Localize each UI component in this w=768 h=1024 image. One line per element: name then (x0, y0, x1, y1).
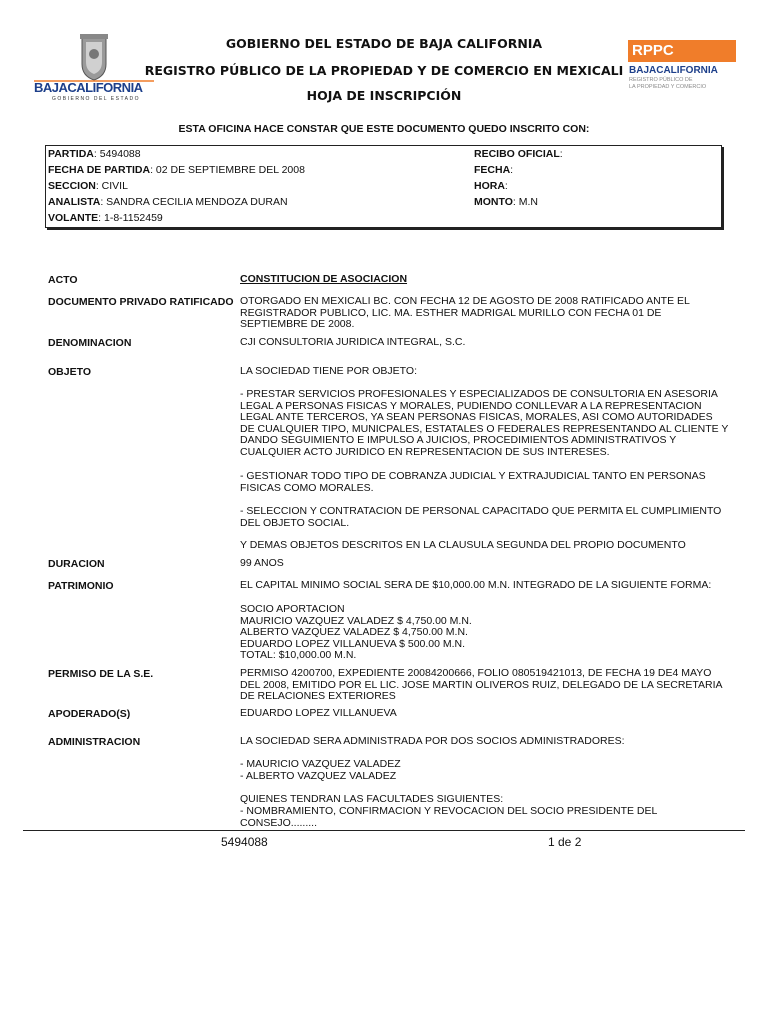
administracion-facultades: QUIENES TENDRAN LAS FACULTADES SIGUIENTES: (240, 793, 504, 805)
objeto-item-3: - SELECCION Y CONTRATACION DE PERSONAL CAPACITADO QUE PERMITA EL CUMPLIMIENTO DEL OBJETO SOCIAL. (240, 505, 722, 529)
seccion-line: SECCION: CIVIL (48, 180, 128, 192)
denominacion-value: CJI CONSULTORIA JURIDICA INTEGRAL, S.C. (240, 336, 466, 348)
administracion-intro: LA SOCIEDAD SERA ADMINISTRADA POR DOS SOCIOS ADMINISTRADORES: (240, 735, 625, 747)
permiso-value: PERMISO 4200700, EXPEDIENTE 20084200666, FOLIO 080519421013, DE FECHA 19 DE4 MAYO DEL 2008, EMITIDO POR EL LIC. JOSE MARTIN OLIVEROS RUIZ, DELEGADO DE LA SECRETARIA DE RELACIONES EXTERIORES (240, 667, 722, 703)
acto-label: ACTO (48, 274, 78, 286)
patrimonio-label: PATRIMONIO (48, 580, 114, 592)
administracion-facultad-1: - NOMBRAMIENTO, CONFIRMACION Y REVOCACION DEL SOCIO PRESIDENTE DEL CONSEJO......... (240, 805, 657, 829)
patrimonio-header: SOCIO APORTACION (240, 603, 345, 615)
objeto-item-2: - GESTIONAR TODO TIPO DE COBRANZA JUDICIAL Y EXTRAJUDICIAL TANTO EN PERSONAS FISICAS COMO MORALES. (240, 470, 706, 494)
analista-line: ANALISTA: SANDRA CECILIA MENDOZA DURAN (48, 196, 288, 208)
footer-page-number: 1 de 2 (548, 835, 582, 849)
documento-value: OTORGADO EN MEXICALI BC. CON FECHA 12 DE AGOSTO DE 2008 RATIFICADO ANTE EL REGISTRADOR PUBLICO, LIC. MA. ESTHER MADRIGAL MURILLO CON FECHA 01 DE SEPTIEMBRE DE 2008. (240, 295, 690, 331)
patrimonio-intro: EL CAPITAL MINIMO SOCIAL SERA DE $10,000.00 M.N. INTEGRADO DE LA SIGUIENTE FORMA: (240, 579, 712, 591)
header-registry: REGISTRO PÚBLICO DE LA PROPIEDAD Y DE COMERCIO EN MEXICALI (144, 63, 624, 78)
administracion-socio-2: - ALBERTO VAZQUEZ VALADEZ (240, 770, 397, 782)
fecha-partida-line: FECHA DE PARTIDA: 02 DE SEPTIEMBRE DEL 2008 (48, 164, 305, 176)
fecha-line: FECHA: (474, 164, 514, 176)
administracion-socio-1: - MAURICIO VAZQUEZ VALADEZ (240, 758, 401, 770)
duracion-label: DURACION (48, 558, 105, 570)
permiso-label: PERMISO DE LA S.E. (48, 668, 154, 680)
registration-statement: ESTA OFICINA HACE CONSTAR QUE ESTE DOCUMENTO QUEDO INSCRITO CON: (178, 123, 590, 135)
administracion-label: ADMINISTRACION (48, 736, 141, 748)
footer-divider (23, 830, 745, 831)
objeto-label: OBJETO (48, 366, 91, 378)
documento-label: DOCUMENTO PRIVADO RATIFICADO (48, 296, 234, 308)
rppc-line2: LA PROPIEDAD Y COMERCIO (629, 84, 707, 90)
header-government: GOBIERNO DEL ESTADO DE BAJA CALIFORNIA (225, 36, 543, 51)
footer-partida: 5494088 (221, 835, 268, 849)
acto-value: CONSTITUCION DE ASOCIACION (240, 273, 408, 285)
objeto-intro: LA SOCIEDAD TIENE POR OBJETO: (240, 365, 417, 377)
rppc-badge: RPPC (628, 40, 736, 62)
denominacion-label: DENOMINACION (48, 337, 132, 349)
rppc-brand: BAJACALIFORNIA (629, 65, 718, 76)
patrimonio-socio-3: EDUARDO LOPEZ VILLANUEVA $ 500.00 M.N. (240, 638, 466, 650)
patrimonio-socio-2: ALBERTO VAZQUEZ VALADEZ $ 4,750.00 M.N. (240, 626, 468, 638)
apoderado-value: EDUARDO LOPEZ VILLANUEVA (240, 707, 397, 719)
objeto-item-1: - PRESTAR SERVICIOS PROFESIONALES Y ESPECIALIZADOS DE CONSULTORIA EN ASESORIA LEGAL A PERSONAS FISICAS Y MORALES, PUDIENDO CONLLEVAR A LA REPRESENTACION LEGAL ANTE TERCEROS, YA SEAN PERSONAS FISICAS, MORALES, ASI COMO AUTORIDADES DE CUALQUIER TIPO, MUNICPALES, ESTATALES O FEDERALES REPRESENTANDO AL CLIENTE Y DANDO SEGUIMIENTO E IMPULSO A JUICIOS, PROCEDIMIENTOS ADMINISTRATIVOS Y CUALQUIER ACTO JURIDICO EN REPRESENTACION DE SUS INTERESES. (240, 388, 729, 458)
rppc-line1: REGISTRO PÚBLICO DE (629, 77, 693, 83)
volante-line: VOLANTE: 1-8-1152459 (48, 212, 163, 224)
registration-info-box (45, 145, 722, 228)
patrimonio-total: TOTAL: $10,000.00 M.N. (240, 649, 357, 661)
partida-line: PARTIDA: 5494088 (48, 148, 141, 160)
duracion-value: 99 ANOS (240, 557, 284, 569)
hora-line: HORA: (474, 180, 508, 192)
monto-line: MONTO: M.N (474, 196, 538, 208)
header-sheet-title: HOJA DE INSCRIPCIÓN (306, 88, 462, 103)
apoderado-label: APODERADO(S) (48, 708, 131, 720)
left-logo-tagline: GOBIERNO DEL ESTADO (52, 96, 140, 102)
left-logo-brand: BAJACALIFORNIA (34, 80, 143, 95)
rppc-logo (628, 40, 738, 100)
recibo-line: RECIBO OFICIAL: (474, 148, 563, 160)
patrimonio-socio-1: MAURICIO VAZQUEZ VALADEZ $ 4,750.00 M.N. (240, 615, 472, 627)
objeto-item-4: Y DEMAS OBJETOS DESCRITOS EN LA CLAUSULA SEGUNDA DEL PROPIO DOCUMENTO (240, 539, 686, 551)
